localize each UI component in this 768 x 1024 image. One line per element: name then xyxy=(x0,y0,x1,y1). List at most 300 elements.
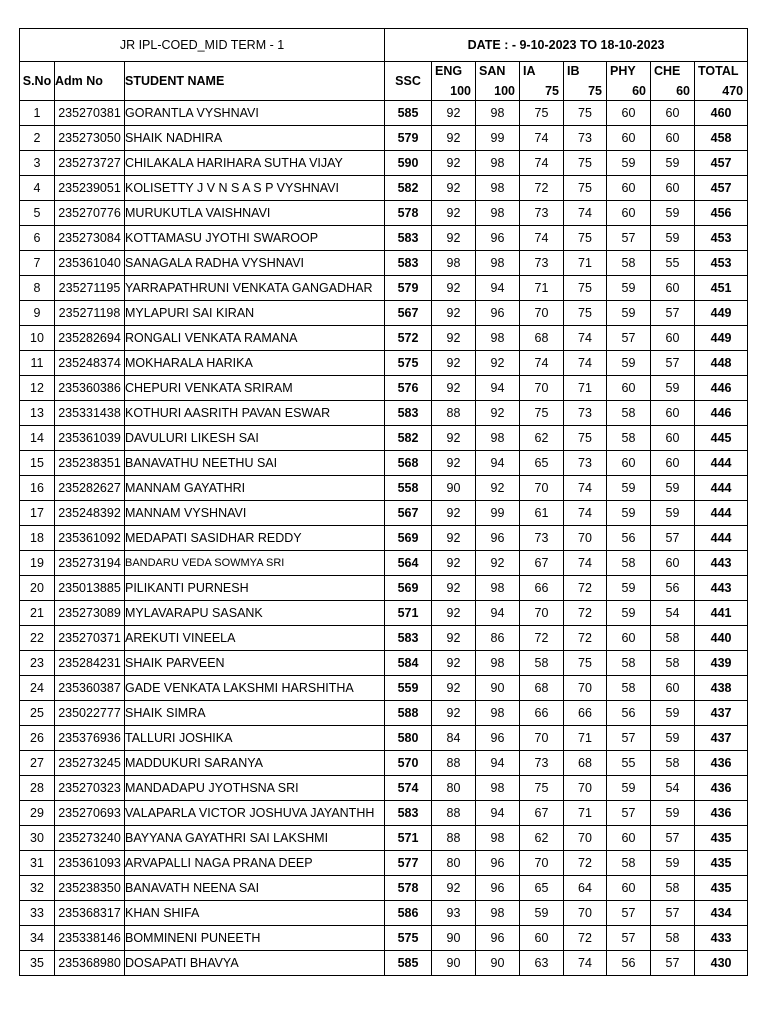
serial-number: 15 xyxy=(20,451,55,476)
header-ib-label: IB xyxy=(567,64,580,78)
student-name: RONGALI VENKATA RAMANA xyxy=(125,326,385,351)
ssc-marks: 590 xyxy=(385,151,432,176)
phy-marks: 59 xyxy=(607,151,651,176)
total-marks: 453 xyxy=(695,251,748,276)
student-name: SANAGALA RADHA VYSHNAVI xyxy=(125,251,385,276)
ib-marks: 71 xyxy=(564,801,607,826)
ib-marks: 72 xyxy=(564,851,607,876)
table-row xyxy=(20,376,748,401)
header-eng-max: 100 xyxy=(450,83,471,98)
eng-marks: 80 xyxy=(432,851,476,876)
header-total-max: 470 xyxy=(722,83,744,98)
student-name: BANDARU VEDA SOWMYA SRI xyxy=(125,551,385,576)
ib-marks: 72 xyxy=(564,926,607,951)
san-marks: 94 xyxy=(476,276,520,301)
admission-number: 235271198 xyxy=(55,301,125,326)
admission-number: 235270776 xyxy=(55,201,125,226)
admission-number: 235273089 xyxy=(55,601,125,626)
che-marks: 59 xyxy=(651,376,695,401)
header-total xyxy=(695,62,748,101)
total-marks: 444 xyxy=(695,526,748,551)
ia-marks: 65 xyxy=(520,451,564,476)
eng-marks: 84 xyxy=(432,726,476,751)
serial-number: 13 xyxy=(20,401,55,426)
san-marks: 98 xyxy=(476,326,520,351)
serial-number: 7 xyxy=(20,251,55,276)
table-row xyxy=(20,351,748,376)
san-marks: 98 xyxy=(476,776,520,801)
ia-marks: 71 xyxy=(520,276,564,301)
ib-marks: 71 xyxy=(564,376,607,401)
eng-marks: 92 xyxy=(432,501,476,526)
ssc-marks: 578 xyxy=(385,876,432,901)
total-marks: 430 xyxy=(695,951,748,976)
che-marks: 60 xyxy=(651,126,695,151)
ib-marks: 74 xyxy=(564,201,607,226)
student-name: KHAN SHIFA xyxy=(125,901,385,926)
che-marks: 57 xyxy=(651,351,695,376)
serial-number: 33 xyxy=(20,901,55,926)
ib-marks: 74 xyxy=(564,326,607,351)
eng-marks: 88 xyxy=(432,751,476,776)
table-row xyxy=(20,401,748,426)
student-name: GADE VENKATA LAKSHMI HARSHITHA xyxy=(125,676,385,701)
che-marks: 58 xyxy=(651,926,695,951)
ia-marks: 73 xyxy=(520,201,564,226)
che-marks: 60 xyxy=(651,326,695,351)
admission-number: 235360386 xyxy=(55,376,125,401)
ssc-marks: 579 xyxy=(385,276,432,301)
eng-marks: 88 xyxy=(432,826,476,851)
total-marks: 443 xyxy=(695,551,748,576)
phy-marks: 57 xyxy=(607,926,651,951)
table-row xyxy=(20,726,748,751)
ssc-marks: 574 xyxy=(385,776,432,801)
student-name: MYLAVARAPU SASANK xyxy=(125,601,385,626)
che-marks: 60 xyxy=(651,551,695,576)
admission-number: 235361039 xyxy=(55,426,125,451)
eng-marks: 90 xyxy=(432,926,476,951)
san-marks: 99 xyxy=(476,501,520,526)
phy-marks: 56 xyxy=(607,951,651,976)
phy-marks: 56 xyxy=(607,526,651,551)
che-marks: 59 xyxy=(651,476,695,501)
eng-marks: 88 xyxy=(432,801,476,826)
student-name: MANNAM VYSHNAVI xyxy=(125,501,385,526)
eng-marks: 92 xyxy=(432,351,476,376)
san-marks: 96 xyxy=(476,726,520,751)
ia-marks: 70 xyxy=(520,726,564,751)
serial-number: 12 xyxy=(20,376,55,401)
total-marks: 440 xyxy=(695,626,748,651)
admission-number: 235238350 xyxy=(55,876,125,901)
student-name: MURUKUTLA VAISHNAVI xyxy=(125,201,385,226)
phy-marks: 58 xyxy=(607,551,651,576)
eng-marks: 92 xyxy=(432,126,476,151)
san-marks: 92 xyxy=(476,476,520,501)
serial-number: 22 xyxy=(20,626,55,651)
eng-marks: 92 xyxy=(432,101,476,126)
ssc-marks: 569 xyxy=(385,526,432,551)
ib-marks: 70 xyxy=(564,526,607,551)
header-eng-label: ENG xyxy=(435,64,463,78)
san-marks: 90 xyxy=(476,951,520,976)
eng-marks: 98 xyxy=(432,251,476,276)
phy-marks: 59 xyxy=(607,601,651,626)
eng-marks: 80 xyxy=(432,776,476,801)
san-marks: 98 xyxy=(476,651,520,676)
phy-marks: 57 xyxy=(607,226,651,251)
ia-marks: 73 xyxy=(520,526,564,551)
student-name: KOTHURI AASRITH PAVAN ESWAR xyxy=(125,401,385,426)
header-che xyxy=(651,62,695,101)
table-row xyxy=(20,101,748,126)
ia-marks: 70 xyxy=(520,301,564,326)
san-marks: 94 xyxy=(476,801,520,826)
phy-marks: 60 xyxy=(607,451,651,476)
serial-number: 14 xyxy=(20,426,55,451)
total-marks: 458 xyxy=(695,126,748,151)
total-marks: 434 xyxy=(695,901,748,926)
ib-marks: 75 xyxy=(564,426,607,451)
total-marks: 437 xyxy=(695,701,748,726)
san-marks: 92 xyxy=(476,351,520,376)
admission-number: 235270323 xyxy=(55,776,125,801)
ssc-marks: 584 xyxy=(385,651,432,676)
ssc-marks: 559 xyxy=(385,676,432,701)
ib-marks: 70 xyxy=(564,776,607,801)
student-name: SHAIK SIMRA xyxy=(125,701,385,726)
eng-marks: 92 xyxy=(432,601,476,626)
ib-marks: 74 xyxy=(564,476,607,501)
phy-marks: 60 xyxy=(607,176,651,201)
ssc-marks: 585 xyxy=(385,101,432,126)
phy-marks: 57 xyxy=(607,901,651,926)
total-marks: 436 xyxy=(695,751,748,776)
table-row xyxy=(20,601,748,626)
total-marks: 444 xyxy=(695,501,748,526)
san-marks: 98 xyxy=(476,701,520,726)
phy-marks: 58 xyxy=(607,676,651,701)
student-name: AREKUTI VINEELA xyxy=(125,626,385,651)
eng-marks: 92 xyxy=(432,276,476,301)
ssc-marks: 578 xyxy=(385,201,432,226)
phy-marks: 60 xyxy=(607,826,651,851)
table-row xyxy=(20,751,748,776)
serial-number: 34 xyxy=(20,926,55,951)
serial-number: 1 xyxy=(20,101,55,126)
che-marks: 59 xyxy=(651,501,695,526)
ia-marks: 70 xyxy=(520,376,564,401)
total-marks: 443 xyxy=(695,576,748,601)
table-row xyxy=(20,476,748,501)
ia-marks: 63 xyxy=(520,951,564,976)
student-name: ARVAPALLI NAGA PRANA DEEP xyxy=(125,851,385,876)
ia-marks: 73 xyxy=(520,251,564,276)
table-row xyxy=(20,326,748,351)
serial-number: 10 xyxy=(20,326,55,351)
phy-marks: 58 xyxy=(607,426,651,451)
eng-marks: 92 xyxy=(432,551,476,576)
san-marks: 98 xyxy=(476,101,520,126)
total-marks: 437 xyxy=(695,726,748,751)
che-marks: 58 xyxy=(651,626,695,651)
table-row xyxy=(20,776,748,801)
total-marks: 446 xyxy=(695,401,748,426)
phy-marks: 58 xyxy=(607,651,651,676)
che-marks: 59 xyxy=(651,226,695,251)
table-row xyxy=(20,276,748,301)
san-marks: 98 xyxy=(476,826,520,851)
column-header-row xyxy=(20,62,748,101)
admission-number: 235270381 xyxy=(55,101,125,126)
admission-number: 235361040 xyxy=(55,251,125,276)
che-marks: 56 xyxy=(651,576,695,601)
ssc-marks: 558 xyxy=(385,476,432,501)
admission-number: 235273194 xyxy=(55,551,125,576)
ia-marks: 60 xyxy=(520,926,564,951)
student-name: MYLAPURI SAI KIRAN xyxy=(125,301,385,326)
ia-marks: 70 xyxy=(520,476,564,501)
ssc-marks: 579 xyxy=(385,126,432,151)
admission-number: 235273084 xyxy=(55,226,125,251)
san-marks: 96 xyxy=(476,876,520,901)
serial-number: 30 xyxy=(20,826,55,851)
student-name: DAVULURI LIKESH SAI xyxy=(125,426,385,451)
che-marks: 55 xyxy=(651,251,695,276)
san-marks: 86 xyxy=(476,626,520,651)
table-row xyxy=(20,501,748,526)
che-marks: 54 xyxy=(651,601,695,626)
eng-marks: 93 xyxy=(432,901,476,926)
table-row xyxy=(20,526,748,551)
header-sno: S.No xyxy=(20,62,55,101)
eng-marks: 92 xyxy=(432,451,476,476)
ia-marks: 75 xyxy=(520,101,564,126)
admission-number: 235239051 xyxy=(55,176,125,201)
total-marks: 456 xyxy=(695,201,748,226)
phy-marks: 60 xyxy=(607,376,651,401)
ia-marks: 73 xyxy=(520,751,564,776)
serial-number: 28 xyxy=(20,776,55,801)
admission-number: 235338146 xyxy=(55,926,125,951)
che-marks: 59 xyxy=(651,851,695,876)
ib-marks: 72 xyxy=(564,601,607,626)
phy-marks: 58 xyxy=(607,401,651,426)
eng-marks: 92 xyxy=(432,576,476,601)
table-row xyxy=(20,801,748,826)
eng-marks: 92 xyxy=(432,176,476,201)
admission-number: 235282694 xyxy=(55,326,125,351)
table-row xyxy=(20,876,748,901)
table-row xyxy=(20,901,748,926)
admission-number: 235368980 xyxy=(55,951,125,976)
admission-number: 235271195 xyxy=(55,276,125,301)
student-name: PILIKANTI PURNESH xyxy=(125,576,385,601)
total-marks: 435 xyxy=(695,851,748,876)
ia-marks: 62 xyxy=(520,826,564,851)
ia-marks: 65 xyxy=(520,876,564,901)
che-marks: 60 xyxy=(651,176,695,201)
eng-marks: 92 xyxy=(432,226,476,251)
total-marks: 449 xyxy=(695,301,748,326)
ssc-marks: 571 xyxy=(385,601,432,626)
ia-marks: 66 xyxy=(520,701,564,726)
header-ia xyxy=(520,62,564,101)
header-ib xyxy=(564,62,607,101)
eng-marks: 92 xyxy=(432,151,476,176)
admission-number: 235284231 xyxy=(55,651,125,676)
phy-marks: 60 xyxy=(607,126,651,151)
table-row xyxy=(20,826,748,851)
eng-marks: 90 xyxy=(432,476,476,501)
header-che-label: CHE xyxy=(654,64,681,78)
serial-number: 31 xyxy=(20,851,55,876)
ib-marks: 70 xyxy=(564,676,607,701)
serial-number: 9 xyxy=(20,301,55,326)
total-marks: 435 xyxy=(695,876,748,901)
ib-marks: 71 xyxy=(564,251,607,276)
admission-number: 235270371 xyxy=(55,626,125,651)
ssc-marks: 575 xyxy=(385,926,432,951)
table-row xyxy=(20,951,748,976)
ssc-marks: 570 xyxy=(385,751,432,776)
student-name: MANNAM GAYATHRI xyxy=(125,476,385,501)
total-marks: 451 xyxy=(695,276,748,301)
ssc-marks: 583 xyxy=(385,801,432,826)
phy-marks: 57 xyxy=(607,326,651,351)
eng-marks: 92 xyxy=(432,301,476,326)
ssc-marks: 583 xyxy=(385,251,432,276)
admission-number: 235022777 xyxy=(55,701,125,726)
report-title: JR IPL-COED_MID TERM - 1 xyxy=(20,29,385,62)
phy-marks: 60 xyxy=(607,626,651,651)
che-marks: 57 xyxy=(651,901,695,926)
ssc-marks: 571 xyxy=(385,826,432,851)
ib-marks: 75 xyxy=(564,176,607,201)
total-marks: 439 xyxy=(695,651,748,676)
admission-number: 235270693 xyxy=(55,801,125,826)
ia-marks: 75 xyxy=(520,776,564,801)
student-name: MADDUKURI SARANYA xyxy=(125,751,385,776)
student-name: YARRAPATHRUNI VENKATA GANGADHAR xyxy=(125,276,385,301)
total-marks: 436 xyxy=(695,776,748,801)
che-marks: 59 xyxy=(651,801,695,826)
header-phy-max: 60 xyxy=(632,83,646,98)
student-name: GORANTLA VYSHNAVI xyxy=(125,101,385,126)
ia-marks: 74 xyxy=(520,226,564,251)
total-marks: 445 xyxy=(695,426,748,451)
header-ia-max: 75 xyxy=(545,83,559,98)
san-marks: 90 xyxy=(476,676,520,701)
ssc-marks: 582 xyxy=(385,426,432,451)
phy-marks: 59 xyxy=(607,351,651,376)
ib-marks: 72 xyxy=(564,626,607,651)
admission-number: 235013885 xyxy=(55,576,125,601)
che-marks: 58 xyxy=(651,651,695,676)
ssc-marks: 583 xyxy=(385,401,432,426)
san-marks: 94 xyxy=(476,451,520,476)
che-marks: 60 xyxy=(651,101,695,126)
eng-marks: 92 xyxy=(432,376,476,401)
phy-marks: 59 xyxy=(607,501,651,526)
table-row xyxy=(20,226,748,251)
ib-marks: 75 xyxy=(564,151,607,176)
ia-marks: 67 xyxy=(520,801,564,826)
table-row xyxy=(20,701,748,726)
ib-marks: 73 xyxy=(564,451,607,476)
admission-number: 235360387 xyxy=(55,676,125,701)
eng-marks: 90 xyxy=(432,951,476,976)
san-marks: 94 xyxy=(476,601,520,626)
table-row xyxy=(20,551,748,576)
total-marks: 444 xyxy=(695,451,748,476)
ssc-marks: 564 xyxy=(385,551,432,576)
student-name: BANAVATH NEENA SAI xyxy=(125,876,385,901)
student-name: MEDAPATI SASIDHAR REDDY xyxy=(125,526,385,551)
table-row xyxy=(20,576,748,601)
table-row xyxy=(20,451,748,476)
ib-marks: 74 xyxy=(564,551,607,576)
header-ssc: SSC xyxy=(385,62,432,101)
header-phy xyxy=(607,62,651,101)
student-name: MOKHARALA HARIKA xyxy=(125,351,385,376)
san-marks: 96 xyxy=(476,851,520,876)
che-marks: 59 xyxy=(651,201,695,226)
header-student-name: STUDENT NAME xyxy=(125,62,385,101)
ia-marks: 70 xyxy=(520,601,564,626)
ia-marks: 61 xyxy=(520,501,564,526)
serial-number: 4 xyxy=(20,176,55,201)
san-marks: 98 xyxy=(476,901,520,926)
ia-marks: 74 xyxy=(520,126,564,151)
admission-number: 235248374 xyxy=(55,351,125,376)
serial-number: 18 xyxy=(20,526,55,551)
student-name: KOLISETTY J V N S A S P VYSHNAVI xyxy=(125,176,385,201)
serial-number: 2 xyxy=(20,126,55,151)
che-marks: 57 xyxy=(651,826,695,851)
admission-number: 235282627 xyxy=(55,476,125,501)
admission-number: 235361093 xyxy=(55,851,125,876)
header-phy-label: PHY xyxy=(610,64,636,78)
header-ib-max: 75 xyxy=(588,83,602,98)
ib-marks: 75 xyxy=(564,101,607,126)
table-row xyxy=(20,301,748,326)
ib-marks: 70 xyxy=(564,826,607,851)
san-marks: 98 xyxy=(476,576,520,601)
student-name: BOMMINENI PUNEETH xyxy=(125,926,385,951)
serial-number: 8 xyxy=(20,276,55,301)
header-che-max: 60 xyxy=(676,83,690,98)
ib-marks: 73 xyxy=(564,126,607,151)
total-marks: 433 xyxy=(695,926,748,951)
ssc-marks: 576 xyxy=(385,376,432,401)
eng-marks: 88 xyxy=(432,401,476,426)
student-name: SHAIK PARVEEN xyxy=(125,651,385,676)
ia-marks: 72 xyxy=(520,176,564,201)
marks-table xyxy=(19,28,748,976)
eng-marks: 92 xyxy=(432,651,476,676)
serial-number: 17 xyxy=(20,501,55,526)
ia-marks: 70 xyxy=(520,851,564,876)
serial-number: 29 xyxy=(20,801,55,826)
phy-marks: 59 xyxy=(607,276,651,301)
admission-number: 235361092 xyxy=(55,526,125,551)
admission-number: 235376936 xyxy=(55,726,125,751)
san-marks: 94 xyxy=(476,376,520,401)
phy-marks: 60 xyxy=(607,201,651,226)
che-marks: 57 xyxy=(651,301,695,326)
